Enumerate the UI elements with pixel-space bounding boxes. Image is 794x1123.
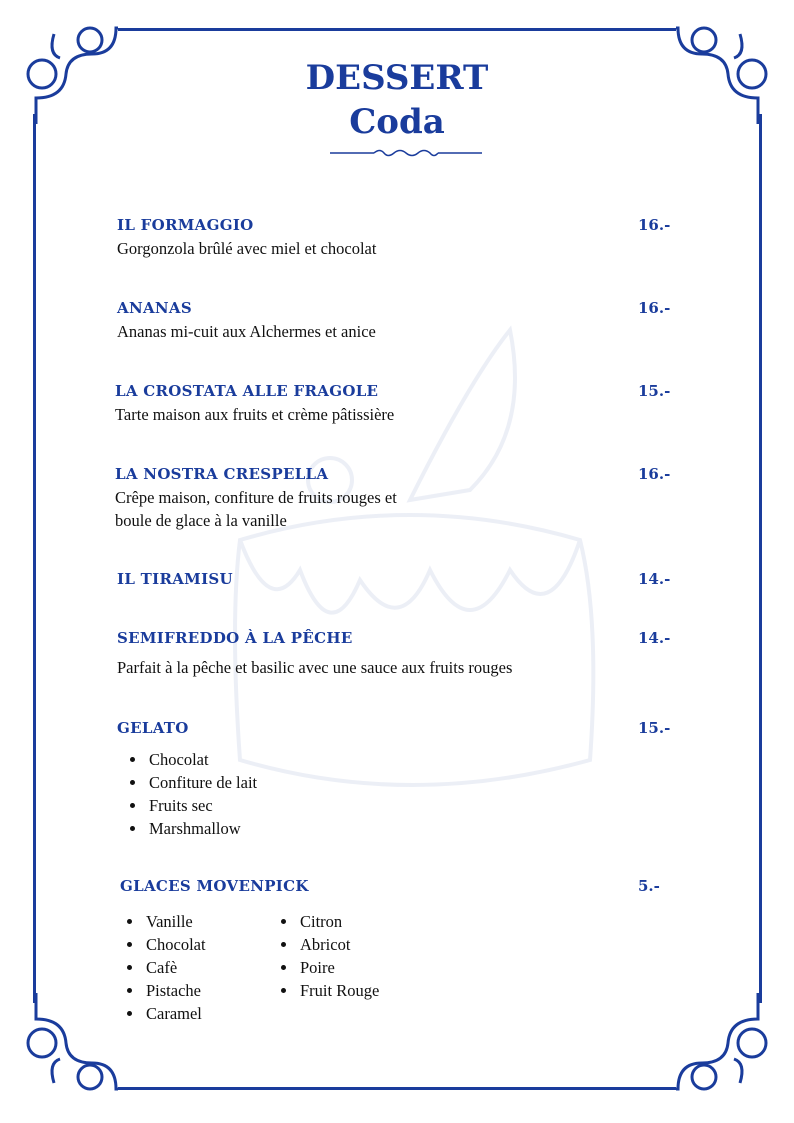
list-item: • Cafè <box>144 956 206 979</box>
list-item: • Vanille <box>144 910 206 933</box>
item-price: 16.- <box>638 299 671 317</box>
list-item: • Chocolat <box>144 933 206 956</box>
item-name: ANANAS <box>117 299 192 317</box>
list-item: • Confiture de lait <box>147 771 257 794</box>
menu-title: DESSERT <box>305 58 489 98</box>
glaces-options-col2 <box>278 910 379 1002</box>
list-item: • Poire <box>298 956 379 979</box>
list-item: • Caramel <box>144 1002 206 1025</box>
item-description: Gorgonzola brûlé avec miel et chocolat <box>117 239 377 258</box>
item-description-line2: boule de glace à la vanille <box>115 511 287 530</box>
list-item: • Fruits sec <box>147 794 257 817</box>
list-item: • Chocolat <box>147 748 257 771</box>
item-name: IL TIRAMISU <box>117 570 233 588</box>
item-name: LA NOSTRA CRESPELLA <box>115 465 329 483</box>
list-item: • Pistache <box>144 979 206 1002</box>
item-name: SEMIFREDDO À LA PÊCHE <box>117 629 353 647</box>
menu-subtitle: Coda <box>349 102 445 142</box>
glaces-options-col1 <box>124 910 206 1025</box>
item-price: 16.- <box>638 465 671 483</box>
item-price: 16.- <box>638 216 671 234</box>
corner-scroll-icon <box>676 993 776 1103</box>
item-description: Ananas mi-cuit aux Alchermes et anice <box>117 322 376 341</box>
item-price: 14.- <box>638 629 671 647</box>
item-description: Crêpe maison, confiture de fruits rouges et <box>115 488 397 507</box>
list-item: • Abricot <box>298 933 379 956</box>
gelato-options-list <box>127 748 257 840</box>
title-divider-ornament-icon <box>330 146 482 160</box>
item-name: IL FORMAGGIO <box>117 216 254 234</box>
list-item: • Citron <box>298 910 379 933</box>
corner-scroll-icon <box>18 993 118 1103</box>
item-price: 15.- <box>638 719 671 737</box>
item-price: 5.- <box>638 877 660 895</box>
item-description: Tarte maison aux fruits et crème pâtissière <box>115 405 395 424</box>
item-name: GLACES MOVENPICK <box>120 877 309 895</box>
list-item: • Marshmallow <box>147 817 257 840</box>
item-description: Parfait à la pêche et basilic avec une sauce aux fruits rouges <box>117 658 513 677</box>
item-name: GELATO <box>117 719 189 737</box>
list-item: • Fruit Rouge <box>298 979 379 1002</box>
item-name: LA CROSTATA ALLE FRAGOLE <box>115 382 379 400</box>
item-price: 15.- <box>638 382 671 400</box>
item-price: 14.- <box>638 570 671 588</box>
